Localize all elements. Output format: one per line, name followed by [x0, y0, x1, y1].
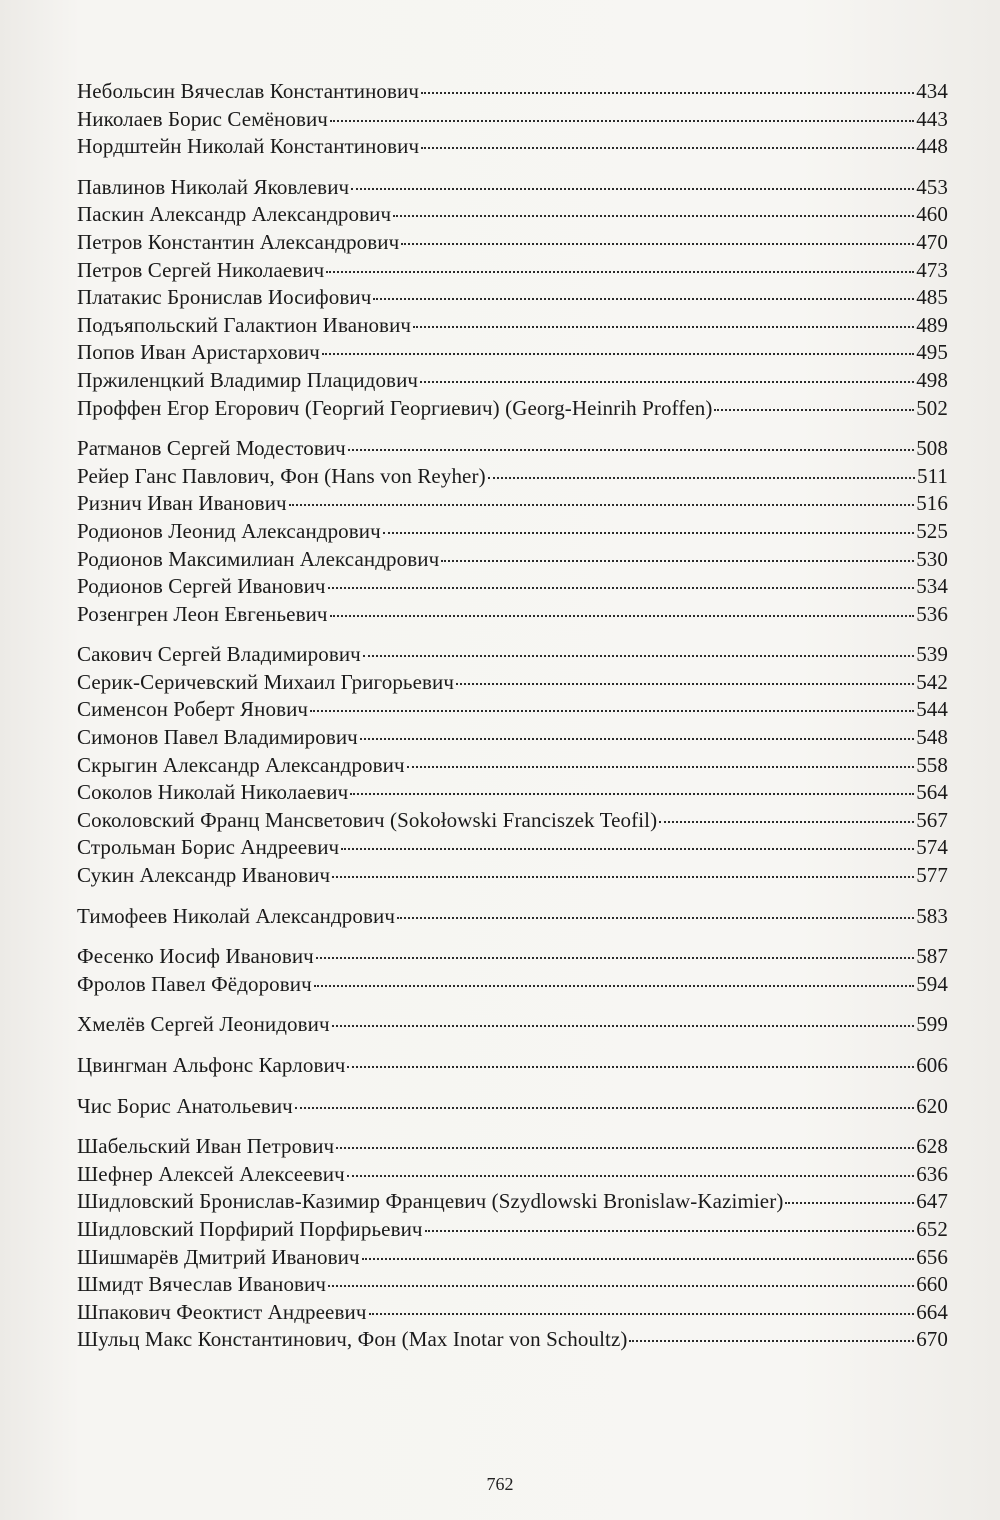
entry-name: Сакович Сергей Владимирович	[77, 642, 361, 667]
entry-name: Фролов Павел Фёдорович	[77, 971, 312, 996]
dot-leader	[714, 409, 914, 411]
entry-name: Петров Сергей Николаевич	[77, 257, 325, 282]
entry-name: Нордштейн Николай Константинович	[77, 134, 420, 159]
entry-page: 443	[916, 106, 948, 131]
index-entry	[77, 779, 948, 807]
page-number: 762	[486, 1474, 514, 1494]
index-entry	[77, 339, 948, 367]
index-entry	[77, 862, 948, 890]
dot-leader	[488, 477, 915, 479]
entry-page: 577	[916, 863, 948, 888]
entry-name: Шмидт Вячеслав Иванович	[77, 1272, 327, 1297]
entry-name: Шульц Макс Константинович, Фон (Max Inotar von Schoultz)	[77, 1327, 628, 1352]
dot-leader	[373, 298, 914, 300]
dot-leader	[413, 326, 914, 328]
dot-leader	[350, 793, 914, 795]
entry-name: Родионов Сергей Иванович	[77, 574, 326, 599]
entry-page: 508	[916, 436, 948, 461]
dot-leader	[314, 985, 914, 987]
dot-leader	[369, 1313, 915, 1315]
entry-name: Строльман Борис Андреевич	[77, 835, 340, 860]
index-entry	[77, 546, 948, 574]
entry-name: Фесенко Иосиф Иванович	[77, 944, 314, 969]
index-entry	[77, 601, 948, 629]
index-list	[77, 78, 948, 1367]
entry-name: Хмелёв Сергей Леонидович	[77, 1012, 330, 1037]
entry-name: Соколов Николай Николаевич	[77, 780, 349, 805]
index-entry	[77, 1326, 948, 1354]
index-entry	[77, 518, 948, 546]
entry-name: Родионов Леонид Александрович	[77, 518, 381, 543]
entry-page: 594	[916, 971, 948, 996]
entry-name: Чис Борис Анатольевич	[77, 1093, 293, 1118]
dot-leader	[347, 1175, 914, 1177]
entry-page: 664	[916, 1299, 948, 1324]
index-entry	[77, 1133, 948, 1161]
dot-leader	[362, 1258, 915, 1260]
entry-name: Подъяпольский Галактион Иванович	[77, 312, 412, 337]
dot-leader	[421, 92, 914, 94]
index-entry	[77, 1271, 948, 1299]
entry-page: 636	[916, 1161, 948, 1186]
dot-leader	[295, 1107, 914, 1109]
entry-name: Шефнер Алексей Алексеевич	[77, 1161, 345, 1186]
dot-leader	[407, 766, 915, 768]
entry-page: 516	[916, 491, 948, 516]
index-entry	[77, 669, 948, 697]
index-entry	[77, 201, 948, 229]
entry-page: 453	[916, 174, 948, 199]
dot-leader	[332, 1025, 915, 1027]
index-entry	[77, 395, 948, 423]
entry-name: Платакис Бронислав Иосифович	[77, 285, 372, 310]
index-entry	[77, 1093, 948, 1121]
entry-name: Цвингман Альфонс Карлович	[77, 1053, 346, 1077]
entry-page: 498	[916, 367, 948, 392]
dot-leader	[341, 848, 914, 850]
index-group	[77, 1133, 948, 1354]
dot-leader	[330, 615, 915, 617]
entry-page: 652	[916, 1216, 948, 1241]
dot-leader	[456, 683, 914, 685]
index-group	[77, 641, 948, 889]
entry-page: 448	[916, 134, 948, 159]
index-entry	[77, 752, 948, 780]
entry-page: 544	[916, 697, 948, 722]
index-entry	[77, 1244, 948, 1272]
entry-page: 511	[916, 463, 948, 488]
entry-page: 558	[916, 752, 948, 777]
dot-leader	[383, 532, 914, 534]
index-entry	[77, 1216, 948, 1244]
entry-page: 525	[916, 518, 948, 543]
index-entry	[77, 174, 948, 202]
entry-name: Проффен Егор Егорович (Георгий Георгиевич) (Georg-Heinrih Proffen)	[77, 395, 713, 420]
entry-page: 587	[916, 944, 948, 969]
entry-name: Павлинов Николай Яковлевич	[77, 174, 350, 199]
index-group	[77, 1052, 948, 1080]
entry-page: 548	[916, 725, 948, 750]
entry-page: 606	[916, 1053, 948, 1077]
dot-leader	[785, 1202, 914, 1204]
entry-name: Родионов Максимилиан Александрович	[77, 546, 440, 571]
index-entry	[77, 284, 948, 312]
dot-leader	[336, 1147, 914, 1149]
entry-name: Сукин Александр Иванович	[77, 863, 331, 888]
entry-page: 599	[916, 1012, 948, 1037]
entry-name: Шишмарёв Дмитрий Иванович	[77, 1244, 360, 1269]
entry-name: Шидловский Бронислав-Казимир Францевич (Szydlowski Bronislaw-Kazimier)	[77, 1189, 784, 1214]
entry-page: 628	[916, 1134, 948, 1159]
entry-name: Небольсин Вячеслав Константинович	[77, 79, 420, 103]
dot-leader	[328, 587, 915, 589]
dot-leader	[360, 738, 914, 740]
dot-leader	[310, 710, 914, 712]
index-entry	[77, 435, 948, 463]
dot-leader	[441, 560, 914, 562]
entry-name: Пржиленцкий Владимир Плацидович	[77, 367, 419, 392]
entry-page: 489	[916, 312, 948, 337]
index-entry	[77, 133, 948, 161]
entry-name: Шпакович Феоктист Андреевич	[77, 1299, 367, 1324]
entry-page: 574	[916, 835, 948, 860]
index-entry	[77, 834, 948, 862]
entry-page: 564	[916, 780, 948, 805]
index-entry	[77, 463, 948, 491]
entry-name: Розенгрен Леон Евгеньевич	[77, 601, 328, 626]
entry-name: Петров Константин Александрович	[77, 229, 400, 254]
dot-leader	[332, 876, 914, 878]
entry-name: Шидловский Порфирий Порфирьевич	[77, 1216, 423, 1241]
entry-name: Сименсон Роберт Янович	[77, 697, 309, 722]
entry-name: Симонов Павел Владимирович	[77, 725, 358, 750]
index-entry	[77, 943, 948, 971]
entry-page: 470	[916, 229, 948, 254]
entry-name: Паскин Александр Александрович	[77, 202, 392, 227]
entry-page: 542	[916, 669, 948, 694]
dot-leader	[330, 120, 914, 122]
entry-page: 647	[916, 1189, 948, 1214]
index-entry	[77, 724, 948, 752]
dot-leader	[420, 381, 914, 383]
index-entry	[77, 573, 948, 601]
index-entry	[77, 807, 948, 835]
index-group	[77, 903, 948, 931]
dot-leader	[363, 655, 914, 657]
index-group	[77, 174, 948, 422]
index-entry	[77, 257, 948, 285]
index-entry	[77, 971, 948, 999]
dot-leader	[421, 147, 914, 149]
entry-page: 536	[916, 601, 948, 626]
entry-page: 530	[916, 546, 948, 571]
entry-name: Николаев Борис Семёнович	[77, 106, 328, 131]
dot-leader	[347, 1066, 914, 1068]
dot-leader	[401, 243, 914, 245]
index-group	[77, 78, 948, 161]
entry-page: 495	[916, 340, 948, 365]
dot-leader	[348, 449, 914, 451]
dot-leader	[629, 1340, 914, 1342]
dot-leader	[322, 353, 914, 355]
entry-page: 660	[916, 1272, 948, 1297]
index-entry	[77, 641, 948, 669]
index-entry	[77, 1299, 948, 1327]
entry-name: Ратманов Сергей Модестович	[77, 436, 346, 461]
index-entry	[77, 1161, 948, 1189]
dot-leader	[393, 215, 914, 217]
entry-name: Шабельский Иван Петрович	[77, 1134, 335, 1159]
index-entry	[77, 229, 948, 257]
index-entry	[77, 367, 948, 395]
index-entry	[77, 1011, 948, 1039]
index-entry	[77, 106, 948, 134]
index-entry	[77, 1188, 948, 1216]
index-entry	[77, 696, 948, 724]
entry-name: Серик-Серичевский Михаил Григорьевич	[77, 669, 455, 694]
entry-page: 460	[916, 202, 948, 227]
dot-leader	[316, 957, 914, 959]
entry-name: Попов Иван Аристархович	[77, 340, 320, 365]
entry-name: Соколовский Франц Мансветович (Sokołowski Franciszek Teofil)	[77, 807, 658, 832]
entry-page: 434	[916, 79, 948, 103]
entry-page: 485	[916, 285, 948, 310]
index-entry	[77, 312, 948, 340]
entry-page: 473	[916, 257, 948, 282]
index-group	[77, 1011, 948, 1039]
entry-page: 656	[916, 1244, 948, 1269]
entry-page: 539	[916, 642, 948, 667]
entry-name: Скрыгин Александр Александрович	[77, 752, 405, 777]
entry-page: 670	[916, 1327, 948, 1352]
index-entry	[77, 490, 948, 518]
entry-page: 502	[916, 395, 948, 420]
dot-leader	[659, 821, 914, 823]
entry-page: 620	[916, 1093, 948, 1118]
index-group	[77, 435, 948, 628]
index-group	[77, 943, 948, 998]
dot-leader	[289, 504, 914, 506]
entry-page: 583	[916, 903, 948, 928]
entry-page: 534	[916, 574, 948, 599]
entry-page: 567	[916, 807, 948, 832]
index-group	[77, 1093, 948, 1121]
dot-leader	[351, 188, 914, 190]
dot-leader	[425, 1230, 915, 1232]
index-entry	[77, 78, 948, 106]
entry-name: Ризнич Иван Иванович	[77, 491, 287, 516]
dot-leader	[326, 271, 914, 273]
index-entry	[77, 903, 948, 931]
dot-leader	[397, 917, 914, 919]
index-entry	[77, 1052, 948, 1080]
entry-name: Рейер Ганс Павлович, Фон (Hans von Reyher)	[77, 463, 486, 488]
dot-leader	[328, 1285, 914, 1287]
entry-name: Тимофеев Николай Александрович	[77, 903, 395, 928]
